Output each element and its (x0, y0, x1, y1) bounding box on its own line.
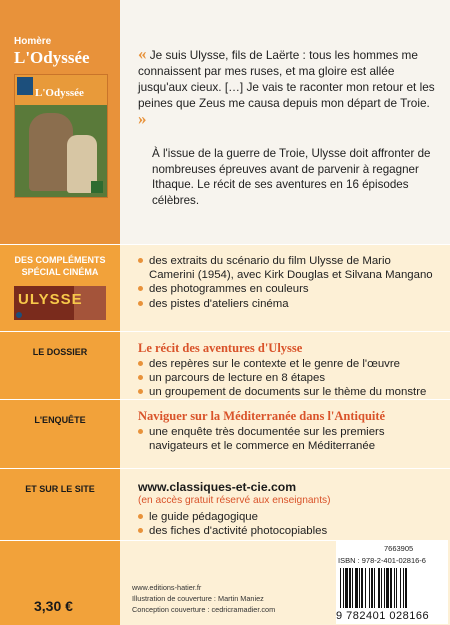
barcode-bar (355, 568, 358, 608)
site-url[interactable]: www.classiques-et-cie.com (138, 480, 297, 494)
barcode (340, 568, 444, 610)
illustration-credit: Illustration de couverture : Martin Maniez (132, 594, 264, 603)
barcode-bar (394, 568, 395, 608)
barcode-bar (349, 568, 351, 608)
credits (132, 582, 275, 615)
barcode-bar (369, 568, 370, 608)
barcode-bar (371, 568, 373, 608)
list-item: le guide pédagogique (138, 510, 438, 524)
barcode-bar (352, 568, 353, 608)
quote-text: Je suis Ulysse, fils de Laërte : tous les hommes me connaissent par mes ruses, et ma gloire est allée jusqu'aux cieux. […] Je vais te raconter mon retour et les peines que Zeus me causa depuis mon départ de Troie. (138, 48, 435, 110)
list-item: des repères sur le contexte et le genre de l'œuvre (138, 357, 438, 371)
product-code: 7663905 (384, 544, 414, 553)
divider-site (0, 468, 450, 469)
quote-block (138, 46, 438, 128)
barcode-bar (361, 568, 363, 608)
ean-number: 9 782401 028166 (336, 610, 430, 622)
divider-dossier (0, 331, 450, 332)
barcode-bar (396, 568, 397, 608)
barcode-bar (374, 568, 375, 608)
barcode-bar (345, 568, 348, 608)
summary-text: À l'issue de la guerre de Troie, Ulysse doit affronter de nombreuses épreuves avant de parvenir à regagner Ithaque. Le récit de ses aventures en 16 épisodes célèbres. (152, 147, 431, 207)
list-item: des photogrammes en couleurs (138, 282, 438, 296)
barcode-bar (343, 568, 344, 608)
divider-cinema (0, 244, 450, 245)
dossier-heading: Le récit des aventures d'Ulysse (138, 341, 303, 355)
poster-title: ULYSSE (18, 291, 83, 308)
dossier-label: LE DOSSIER (32, 347, 88, 357)
site-note: (en accès gratuit réservé aux enseignants) (138, 495, 331, 506)
barcode-bar (381, 568, 382, 608)
publisher-url: www.editions-hatier.fr (132, 583, 202, 592)
collection-badge (17, 77, 33, 95)
close-quote-mark: » (138, 109, 147, 128)
film-poster (14, 286, 106, 320)
barcode-bar (390, 568, 392, 608)
open-quote-mark: « (138, 44, 147, 63)
author-name: Homère (14, 36, 52, 47)
divider-footer (0, 540, 336, 541)
thumbnail-title: L'Odyssée (35, 87, 84, 99)
design-credit: Conception couverture : cedricramadier.com (132, 605, 276, 614)
list-item: une enquête très documentée sur les premiers navigateurs et le commerce en Méditerranée (138, 425, 438, 453)
list-item: un parcours de lecture en 8 étapes (138, 371, 438, 385)
list-item: un groupement de documents sur le thème du monstre (138, 385, 438, 399)
enquete-list (138, 425, 438, 453)
cinema-label-line2: SPÉCIAL CINÉMA (21, 267, 99, 277)
barcode-bar (386, 568, 389, 608)
book-title: L'Odyssée (14, 48, 90, 67)
list-item: des extraits du scénario du film Ulysse de Mario Camerini (1954), avec Kirk Douglas et Silvana Mangano (138, 254, 438, 282)
barcode-bar (403, 568, 404, 608)
barcode-bar (340, 568, 341, 608)
list-item: des fiches d'activité photocopiables (138, 524, 438, 538)
cover-thumbnail (14, 74, 108, 198)
price: 3,30 € (34, 598, 73, 614)
cinema-label-line1: DES COMPLÉMENTS (14, 255, 106, 265)
enquete-label: L'ENQUÊTE (34, 415, 86, 425)
dossier-list (138, 357, 438, 400)
barcode-bar (400, 568, 401, 608)
barcode-bar (365, 568, 366, 608)
barcode-bar (405, 568, 407, 608)
barcode-bar (378, 568, 380, 608)
barcode-bar (359, 568, 360, 608)
list-item: des pistes d'ateliers cinéma (138, 297, 438, 311)
site-label: ET SUR LE SITE (25, 484, 95, 494)
barcode-bar (384, 568, 385, 608)
site-list (138, 510, 438, 538)
isbn: ISBN : 978-2-401-02816-6 (338, 556, 426, 565)
publisher-logo (91, 181, 103, 193)
enquete-heading: Naviguer sur la Méditerranée dans l'Antiquité (138, 409, 386, 423)
cinema-list (138, 254, 438, 311)
